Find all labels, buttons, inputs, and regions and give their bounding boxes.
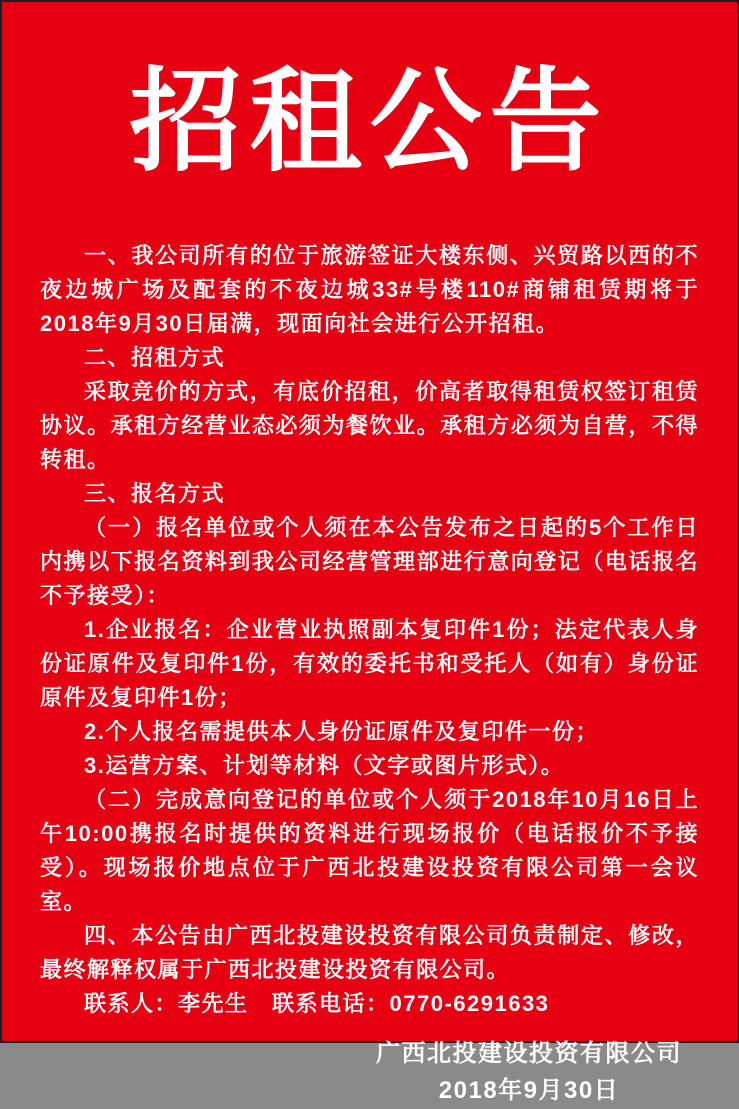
notice-heading-method: 二、招租方式 [84, 344, 226, 370]
notice-paragraph-bidding: （二）完成意向登记的单位或个人须于2018年10月16日上午10:00携报名时提供的资料进行现场报价（电话报价不予接受）。现场报价地点位于广西北投建设投资有限公司第一会议室。 [40, 786, 699, 914]
signature-block [376, 1035, 682, 1109]
notice-paragraph-method: 采取竞价的方式，有底价招租，价高者取得租赁权签订租赁协议。承租方经营业态必须为餐饮业。承租方必须为自营，不得转租。 [40, 378, 699, 472]
notice-paragraph-intro: 一、我公司所有的位于旅游签证大楼东侧、兴贸路以西的不夜边城广场及配套的不夜边城33#号楼110#商铺租赁期将于2018年9月30日届满，现面向社会进行公开招租。 [40, 242, 699, 336]
notice-heading-registration: 三、报名方式 [84, 480, 226, 506]
notice-paragraph-personal-materials: 2.个人报名需提供本人身份证原件及复印件一份； [84, 718, 599, 744]
notice-paragraph-registration: （一）报名单位或个人须在本公告发布之日起的5个工作日内携以下报名资料到我公司经营管理部进行意向登记（电话报名不予接受）： [40, 514, 699, 608]
signature-date: 2018年9月30日 [438, 1076, 620, 1104]
notice-contact-line: 联系人：李先生 联系电话：0770-6291633 [84, 990, 550, 1016]
notice-paragraph-interpretation: 四、本公告由广西北投建设投资有限公司负责制定、修改，最终解释权属于广西北投建设投资有限公司。 [40, 922, 699, 982]
notice-title: 招租公告 [129, 56, 610, 187]
notice-paragraph-company-materials: 1.企业报名：企业营业执照副本复印件1份；法定代表人身份证原件及复印件1份，有效的委托书和受托人（如有）身份证原件及复印件1份； [40, 616, 699, 710]
signature-company: 广西北投建设投资有限公司 [376, 1039, 682, 1067]
notice-body [2, 239, 737, 1021]
notice-paragraph-plan-materials: 3.运营方案、计划等材料（文字或图片形式）。 [84, 752, 565, 778]
